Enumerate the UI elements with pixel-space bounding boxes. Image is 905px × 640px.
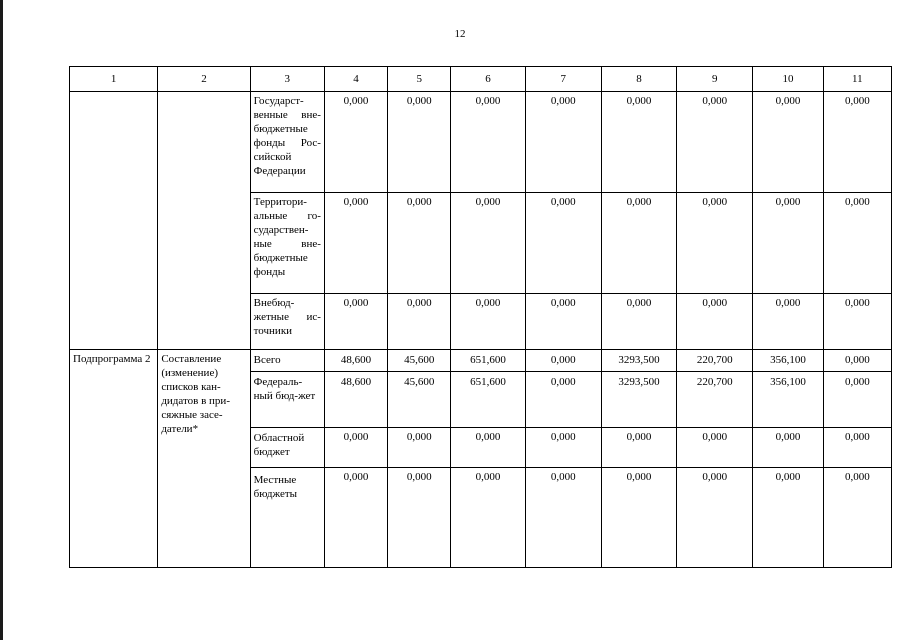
table-row (70, 350, 892, 372)
value-cell: 356,100 (753, 372, 823, 428)
value-cell: 48,600 (324, 350, 387, 372)
value-cell: 0,000 (601, 193, 676, 294)
value-cell: 0,000 (753, 294, 823, 350)
value-cell: 0,000 (388, 193, 451, 294)
value-cell: 0,000 (753, 92, 823, 193)
program-cell: Подпрограмма 2 (70, 350, 158, 568)
value-cell: 0,000 (753, 428, 823, 468)
value-cell: 0,000 (451, 468, 525, 568)
value-cell: 0,000 (388, 468, 451, 568)
funding-source-cell: Государст-венные вне-бюджетные фонды Рос-сийской Федерации (250, 92, 324, 193)
value-cell: 0,000 (525, 193, 601, 294)
header-col-1: 1 (70, 67, 158, 92)
funding-source-cell: Территори-альные го-сударствен-ные вне-бюджетные фонды (250, 193, 324, 294)
value-cell: 45,600 (388, 350, 451, 372)
header-col-8: 8 (601, 67, 676, 92)
value-cell: 0,000 (525, 92, 601, 193)
value-cell: 0,000 (525, 468, 601, 568)
activity-cell (158, 92, 250, 350)
value-cell: 0,000 (601, 468, 676, 568)
value-cell: 0,000 (451, 193, 525, 294)
value-cell: 0,000 (451, 294, 525, 350)
value-cell: 220,700 (677, 350, 753, 372)
value-cell: 651,600 (451, 350, 525, 372)
header-col-5: 5 (388, 67, 451, 92)
funding-source-cell: Местные бюджеты (250, 468, 324, 568)
value-cell: 0,000 (324, 193, 387, 294)
value-cell: 0,000 (324, 428, 387, 468)
program-cell (70, 92, 158, 350)
value-cell: 0,000 (451, 428, 525, 468)
funding-source-cell: Всего (250, 350, 324, 372)
value-cell: 0,000 (601, 92, 676, 193)
value-cell: 3293,500 (601, 372, 676, 428)
value-cell: 0,000 (525, 350, 601, 372)
value-cell: 0,000 (324, 468, 387, 568)
value-cell: 0,000 (451, 92, 525, 193)
value-cell: 0,000 (823, 468, 891, 568)
header-col-4: 4 (324, 67, 387, 92)
value-cell: 0,000 (823, 372, 891, 428)
value-cell: 0,000 (823, 428, 891, 468)
value-cell: 0,000 (753, 193, 823, 294)
value-cell: 0,000 (525, 428, 601, 468)
header-col-2: 2 (158, 67, 250, 92)
value-cell: 651,600 (451, 372, 525, 428)
table-row (70, 92, 892, 193)
value-cell: 0,000 (753, 468, 823, 568)
value-cell: 0,000 (677, 428, 753, 468)
value-cell: 0,000 (677, 468, 753, 568)
header-row (70, 67, 892, 92)
value-cell: 356,100 (753, 350, 823, 372)
header-col-6: 6 (451, 67, 525, 92)
value-cell: 45,600 (388, 372, 451, 428)
value-cell: 0,000 (601, 294, 676, 350)
value-cell: 0,000 (388, 92, 451, 193)
value-cell: 0,000 (823, 294, 891, 350)
header-col-9: 9 (677, 67, 753, 92)
value-cell: 0,000 (388, 428, 451, 468)
value-cell: 0,000 (823, 92, 891, 193)
value-cell: 0,000 (677, 193, 753, 294)
activity-cell: Составление (изменение) списков кан-дидатов в при-сяжные засе-датели* (158, 350, 250, 568)
header-col-10: 10 (753, 67, 823, 92)
value-cell: 220,700 (677, 372, 753, 428)
funding-source-cell: Внебюд-жетные ис-точники (250, 294, 324, 350)
header-col-3: 3 (250, 67, 324, 92)
value-cell: 0,000 (525, 372, 601, 428)
value-cell: 0,000 (324, 294, 387, 350)
value-cell: 0,000 (388, 294, 451, 350)
page-number: 12 (454, 28, 466, 40)
value-cell: 0,000 (601, 428, 676, 468)
header-col-7: 7 (525, 67, 601, 92)
value-cell: 0,000 (823, 350, 891, 372)
value-cell: 48,600 (324, 372, 387, 428)
budget-table (69, 66, 892, 568)
header-col-11: 11 (823, 67, 891, 92)
value-cell: 0,000 (677, 294, 753, 350)
value-cell: 0,000 (525, 294, 601, 350)
funding-source-cell: Федераль-ный бюд-жет (250, 372, 324, 428)
value-cell: 3293,500 (601, 350, 676, 372)
value-cell: 0,000 (823, 193, 891, 294)
value-cell: 0,000 (677, 92, 753, 193)
page-edge (0, 0, 3, 640)
funding-source-cell: Областной бюджет (250, 428, 324, 468)
value-cell: 0,000 (324, 92, 387, 193)
